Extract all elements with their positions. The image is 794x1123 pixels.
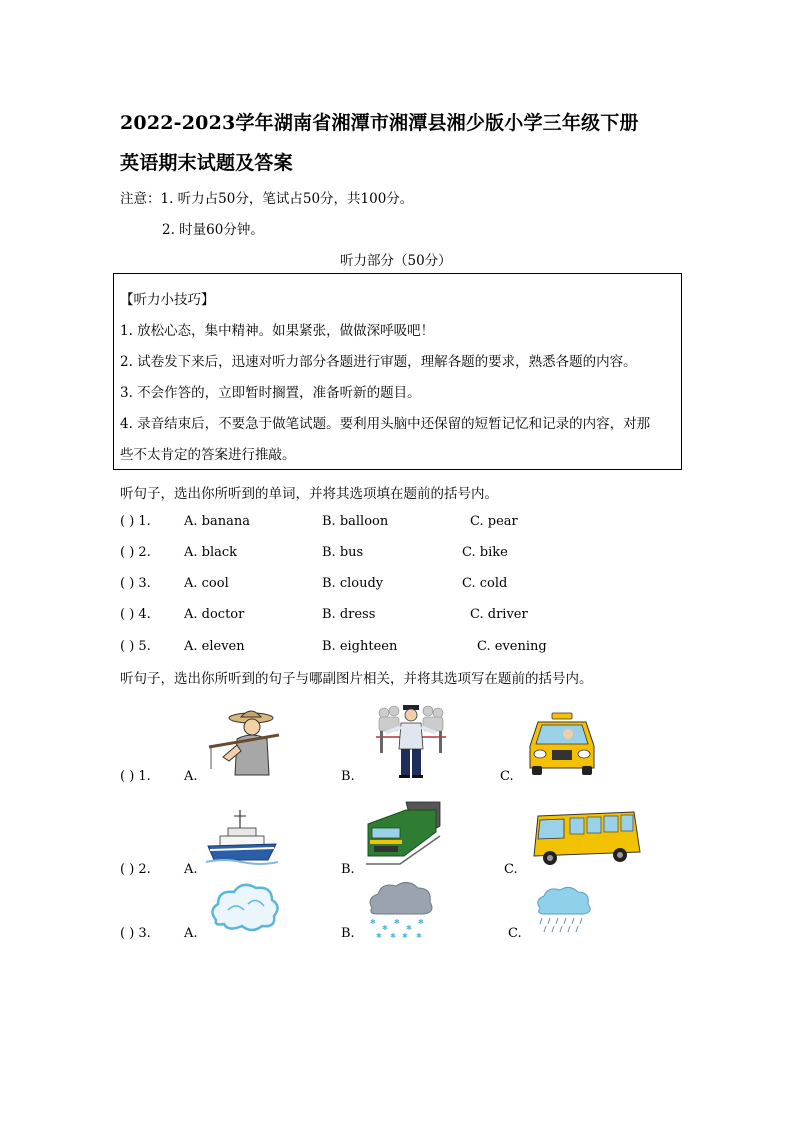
note-line1: 注意：1. 听力占50分，笔试占50分，共100分。 (120, 191, 414, 207)
svg-text:✱: ✱ (416, 932, 422, 940)
option-a: A. (184, 769, 198, 784)
note-line2: 2. 时量60分钟。 (162, 222, 264, 238)
svg-text:✱: ✱ (394, 918, 400, 926)
page-title-line2: 英语期末试题及答案 (120, 152, 293, 174)
svg-text:✱: ✱ (402, 932, 408, 940)
option-a: A. doctor (184, 607, 245, 622)
page-title-line1: 2022-2023学年湖南省湘潭市湘潭县湘少版小学三年级下册 (120, 112, 639, 134)
option-c: C. bike (462, 545, 508, 560)
question-number[interactable]: ( ) 2. (120, 545, 151, 560)
question-number[interactable]: ( ) 5. (120, 639, 151, 654)
snow-cloud-picture (366, 878, 436, 940)
question-number[interactable]: ( ) 1. (120, 514, 151, 529)
part1-instruction: 听句子，选出你所听到的单词，并将其选项填在题前的括号内。 (120, 486, 498, 502)
option-b: B. cloudy (322, 576, 384, 591)
option-b: B. (341, 769, 355, 784)
section-title: 听力部分（50分） (340, 253, 452, 269)
tip-item-1: 1. 放松心态，集中精神。如果紧张，做做深呼吸吧！ (120, 323, 435, 339)
option-b: B. (341, 926, 355, 941)
option-b: B. (341, 862, 355, 877)
question-number[interactable]: ( ) 4. (120, 607, 151, 622)
taxi-picture (526, 712, 598, 776)
cloud-picture (208, 880, 282, 934)
question-number[interactable]: ( ) 1. (120, 769, 151, 784)
option-c: C. driver (470, 607, 528, 622)
svg-text:✱: ✱ (376, 932, 382, 940)
rain-cloud-picture (534, 884, 594, 934)
svg-text:✱: ✱ (382, 924, 388, 932)
option-a: A. (184, 862, 198, 877)
option-c: C. (504, 862, 518, 877)
option-c: C. (500, 769, 514, 784)
svg-text:✱: ✱ (390, 932, 396, 940)
question-number[interactable]: ( ) 3. (120, 576, 151, 591)
option-a: A. banana (184, 514, 250, 529)
ship-picture (206, 808, 278, 868)
tip-item-4: 4. 录音结束后，不要急于做笔试题。要利用头脑中还保留的短暂记忆和记录的内容，对那 (120, 416, 651, 432)
option-c: C. pear (470, 514, 518, 529)
train-picture (366, 800, 442, 866)
tip-item-5: 些不太肯定的答案进行推敲。 (120, 447, 296, 463)
option-a: A. black (184, 545, 238, 560)
svg-text:✱: ✱ (418, 918, 424, 926)
option-a: A. (184, 926, 198, 941)
svg-text:✱: ✱ (406, 924, 412, 932)
svg-text:✱: ✱ (370, 918, 376, 926)
tips-heading: 【听力小技巧】 (120, 292, 215, 308)
option-b: B. eighteen (322, 639, 398, 654)
bus-picture (530, 808, 642, 868)
option-a: A. eleven (184, 639, 245, 654)
option-a: A. cool (184, 576, 229, 591)
policeman-picture (376, 703, 446, 779)
option-c: C. cold (462, 576, 508, 591)
part2-instruction: 听句子，选出你所听到的句子与哪副图片相关，并将其选项写在题前的括号内。 (120, 671, 593, 687)
question-number[interactable]: ( ) 3. (120, 926, 151, 941)
option-c: C. (508, 926, 522, 941)
option-b: B. dress (322, 607, 376, 622)
option-c: C. evening (477, 639, 547, 654)
farmer-picture (207, 705, 287, 777)
option-b: B. balloon (322, 514, 389, 529)
option-b: B. bus (322, 545, 364, 560)
tip-item-3: 3. 不会作答的，立即暂时搁置，准备听新的题目。 (120, 385, 421, 401)
tip-item-2: 2. 试卷发下来后，迅速对听力部分各题进行审题，理解各题的要求，熟悉各题的内容。 (120, 354, 637, 370)
question-number[interactable]: ( ) 2. (120, 862, 151, 877)
